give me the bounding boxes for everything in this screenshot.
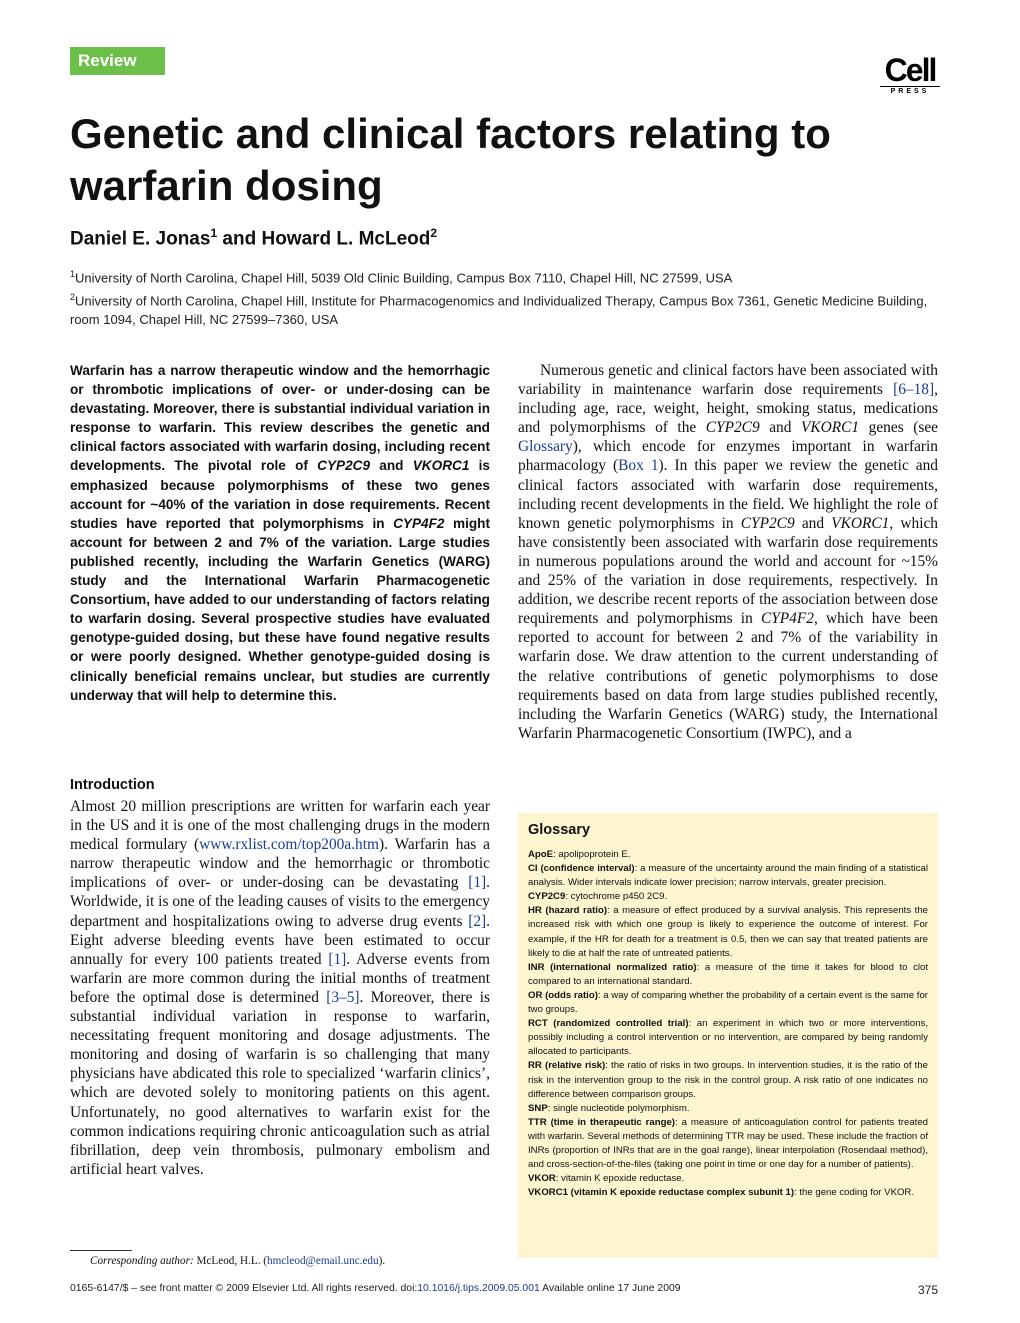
glossary-box bbox=[518, 813, 938, 1258]
glossary-item bbox=[528, 1116, 928, 1172]
page-number: 375 bbox=[917, 1283, 938, 1297]
affiliations bbox=[70, 265, 950, 329]
text-run: Warfarin has a narrow therapeutic window and the hemorrhagic or thrombotic implications of over- or under-dosing can be devastating. Moreover, there is substantial individual variation in response to warfarin. This review describes the genetic and clinical factors associated with warfarin dosing, including recent developments. The pivotal role of bbox=[70, 363, 490, 474]
glossary-term: RCT (randomized controlled trial) bbox=[528, 1018, 689, 1030]
corresponding-author-note bbox=[90, 1255, 385, 1267]
affiliation-text: University of North Carolina, Chapel Hill, 5039 Old Clinic Building, Campus Box 7110, Chapel Hill, NC 27599, USA bbox=[75, 270, 733, 286]
text-run: . Adverse events from warfarin are more common during the initial months of treatment before the optimal dose is determined bbox=[70, 950, 491, 1006]
glossary-list bbox=[528, 848, 928, 1200]
gene-name: VKORC1 bbox=[800, 419, 860, 437]
glossary-item bbox=[528, 862, 928, 890]
gene-name: CYP4F2 bbox=[393, 515, 445, 531]
text-run: Numerous genetic and clinical factors have been associated with variability in maintenance warfarin dose requirements bbox=[518, 362, 938, 399]
text-run: genes (see bbox=[859, 419, 938, 437]
glossary-definition: : single nucleotide polymorphism. bbox=[547, 1102, 690, 1114]
glossary-term: INR (international normalized ratio) bbox=[528, 961, 697, 973]
glossary-definition: : apolipoprotein E. bbox=[553, 849, 631, 860]
text-run: ). Warfarin has a narrow therapeutic window and the hemorrhagic or thrombotic implications of over- or under-dosing can be devastating bbox=[70, 836, 490, 892]
glossary-item bbox=[528, 1172, 928, 1186]
text-run: is emphasized because polymorphisms of these two genes account for ~40% of the variation in dose requirements. Recent studies have reported that polymorphisms in bbox=[70, 458, 490, 531]
reference-link[interactable]: [1] bbox=[468, 874, 487, 892]
footnote-text: McLeod, H.L. ( bbox=[193, 1255, 268, 1267]
right-column-body bbox=[518, 361, 938, 743]
text-run: Almost 20 million prescriptions are written for warfarin each year in the US and it is one of the most challenging drugs in the modern medical formulary ( bbox=[70, 798, 490, 854]
glossary-definition: : a measure of the uncertainty around the main finding of a statistical analysis. Wider intervals indicate lower precision; narrow intervals, greater precision. bbox=[528, 863, 928, 889]
glossary-term: VKOR bbox=[528, 1173, 556, 1185]
glossary-definition: : the ratio of risks in two groups. In intervention studies, it is the ratio of the risk in the intervention group to the risk in the control group. A risk ratio of one indicates no difference between comparison groups. bbox=[528, 1060, 929, 1100]
footnote-label: Corresponding author: bbox=[90, 1255, 194, 1267]
reference-link[interactable]: Glossary bbox=[518, 438, 573, 456]
text-run: , including age, race, weight, height, smoking status, medications and polymorphisms of the bbox=[518, 381, 938, 437]
article-title: Genetic and clinical factors relating to warfarin dosing bbox=[70, 110, 831, 209]
glossary-item bbox=[528, 1017, 928, 1059]
author-name: Howard L. McLeod bbox=[261, 228, 431, 250]
reference-link[interactable]: Box 1 bbox=[618, 457, 659, 475]
gene-name: VKORC1 bbox=[412, 458, 470, 474]
text-run: . Eight adverse bleeding events have been estimated to occur annually for every 100 patients treated bbox=[70, 912, 490, 968]
glossary-item bbox=[528, 1102, 928, 1116]
logo-sub: PRESS bbox=[880, 86, 940, 95]
author-separator: and bbox=[217, 228, 262, 250]
reference-link[interactable]: www.rxlist.com/top200a.htm bbox=[199, 836, 379, 854]
glossary-item bbox=[528, 1059, 928, 1101]
author-email-link[interactable]: hmcleod@email.unc.edu bbox=[267, 1255, 379, 1267]
glossary-definition: : a measure of the time it takes for blood to clot compared to an international standard. bbox=[528, 961, 928, 987]
glossary-definition: : cytochrome p450 2C9. bbox=[565, 891, 668, 903]
affiliation-marker: 1 bbox=[70, 269, 76, 279]
text-run: ). In this paper we review the genetic and clinical factors associated with warfarin dose requirements, including recent developments in the field. We highlight the role of known genetic polymorphisms in bbox=[518, 457, 938, 532]
glossary-heading: Glossary bbox=[528, 822, 591, 838]
glossary-term: ApoE bbox=[528, 849, 554, 860]
gene-name: VKORC1 bbox=[831, 514, 890, 532]
abstract bbox=[70, 361, 490, 705]
glossary-item bbox=[528, 961, 928, 989]
affiliation bbox=[70, 288, 950, 329]
reference-link[interactable]: [2] bbox=[468, 912, 487, 930]
glossary-item bbox=[528, 1186, 928, 1200]
affiliation bbox=[70, 265, 950, 288]
glossary-term: RR (relative risk) bbox=[528, 1060, 606, 1072]
reference-link[interactable]: [6–18] bbox=[893, 381, 935, 399]
section-tag: Review bbox=[70, 47, 165, 75]
gene-name: CYP2C9 bbox=[740, 514, 795, 532]
glossary-definition: : the gene coding for VKOR. bbox=[794, 1187, 915, 1199]
introduction-heading: Introduction bbox=[70, 777, 155, 793]
glossary-term: TTR (time in therapeutic range) bbox=[528, 1116, 675, 1128]
text-run: . Moreover, there is substantial individual variation in response to warfarin, necessitating frequent monitoring and dosage adjustments. The monitoring and dosing of warfarin is so challenging that many physicians have abdicated this role to specialized ‘warfarin clinics’, which are devoted solely to monitoring patients on this agent. Unfortunately, no good alternatives to warfarin exist for the common indications requiring chronic anticoagulation such as atrial fibrillation, deep vein thrombosis, pulmonary embolism and artificial heart valves. bbox=[70, 988, 490, 1178]
footnote-rule bbox=[70, 1250, 132, 1251]
text-run: , which have consistently been associated with warfarin dose requirements in numerous populations around the world and account for ~15% and 25% of the variation in dose requirements, respectively. In addition, we describe recent reports of the association between dose requirements and polymorphisms in bbox=[518, 514, 939, 628]
glossary-term: OR (odds ratio) bbox=[528, 989, 598, 1001]
glossary-item bbox=[528, 890, 928, 904]
text-run: might account for between 2 and 7% of the variation. Large studies published recently, including the Warfarin Genetics (WARG) study and the International Warfarin Pharmacogenetic Consortium, have added to our understanding of factors relating to warfarin dosing. Several prospective studies have evaluated genotype-guided dosing, but these have found negative results or were poorly designed. Whether genotype-guided dosing is clinically beneficial remains unclear, but studies are currently underway that will help to determine this. bbox=[70, 515, 490, 703]
glossary-term: CI (confidence interval) bbox=[528, 863, 635, 875]
gene-name: CYP2C9 bbox=[705, 419, 760, 437]
glossary-term: CYP2C9 bbox=[528, 891, 566, 903]
text-run: ), which encode for enzymes important in warfarin pharmacology ( bbox=[518, 438, 938, 475]
glossary-definition: : a measure of effect produced by a survival analysis. This represents the increased risk with which one group is likely to experience the outcome of interest. For example, if the HR for death for a treatment is 0.5, then we can say that treated patients are likely to die at half the rate of untreated patients. bbox=[528, 905, 928, 959]
author-list bbox=[70, 226, 437, 250]
footnote-end: ). bbox=[378, 1255, 386, 1267]
footer-availability: Available online 17 June 2009 bbox=[539, 1283, 681, 1294]
author-name: Daniel E. Jonas bbox=[70, 228, 211, 250]
glossary-definition: : a measure of anticoagulation control for patients treated with warfarin. Several methods of determining TTR may be used. These include the fraction of INRs (proportion of INRs that are in the goal range), linear interpolation (Rosendaal method), and cross-section-of-the-files (taking one point in time or one day for a number of patients). bbox=[528, 1116, 929, 1171]
author-affil-marker: 2 bbox=[430, 226, 438, 240]
page-footer bbox=[70, 1283, 938, 1297]
gene-name: CYP2C9 bbox=[317, 458, 371, 474]
text-run: and bbox=[794, 514, 832, 532]
text-run: and bbox=[759, 419, 801, 437]
glossary-item bbox=[528, 989, 928, 1017]
text-run: and bbox=[370, 458, 413, 474]
cell-press-logo bbox=[880, 52, 940, 95]
affiliation-marker: 2 bbox=[70, 291, 76, 302]
glossary-item bbox=[528, 848, 928, 862]
reference-link[interactable]: [3–5] bbox=[326, 988, 360, 1006]
affiliation-text: University of North Carolina, Chapel Hill, Institute for Pharmacogenomics and Individualized Therapy, Campus Box 7361, Genetic Medicine Building, room 1094, Chapel Hill, NC 27599–7360, USA bbox=[70, 293, 928, 327]
glossary-definition: : an experiment in which two or more interventions, possibly including a control intervention or no intervention, are compared by being randomly allocated to participants. bbox=[528, 1018, 928, 1058]
glossary-term: VKORC1 (vitamin K epoxide reductase complex subunit 1) bbox=[528, 1187, 795, 1199]
glossary-definition: : vitamin K epoxide reductase. bbox=[555, 1173, 685, 1185]
glossary-term: SNP bbox=[528, 1102, 548, 1114]
reference-link[interactable]: [1] bbox=[328, 950, 347, 968]
glossary-item bbox=[528, 904, 928, 960]
glossary-term: HR (hazard ratio) bbox=[528, 905, 608, 917]
text-run: , which have been reported to account for between 2 and 7% of the variability in warfarin dose. We draw attention to the current understanding of the relative contributions of genetic polymorphisms to dose requirements based on data from large studies published recently, including the Warfarin Genetics (WARG) study, the International Warfarin Pharmacogenetic Consortium (IWPC), and a bbox=[518, 610, 939, 742]
author-affil-marker: 1 bbox=[210, 226, 218, 240]
glossary-definition: : a way of comparing whether the probability of a certain event is the same for two groups. bbox=[528, 989, 928, 1016]
text-run: . Worldwide, it is one of the leading causes of visits to the emergency department and hospitalizations owing to adverse drug events bbox=[70, 874, 490, 930]
doi-link[interactable]: 10.1016/j.tips.2009.05.001 bbox=[417, 1283, 540, 1294]
introduction-body bbox=[70, 797, 490, 1179]
logo-main: Cell bbox=[884, 52, 936, 88]
footer-copyright: 0165-6147/$ – see front matter © 2009 Elsevier Ltd. All rights reserved. doi: bbox=[70, 1283, 418, 1294]
gene-name: CYP4F2 bbox=[760, 610, 814, 628]
